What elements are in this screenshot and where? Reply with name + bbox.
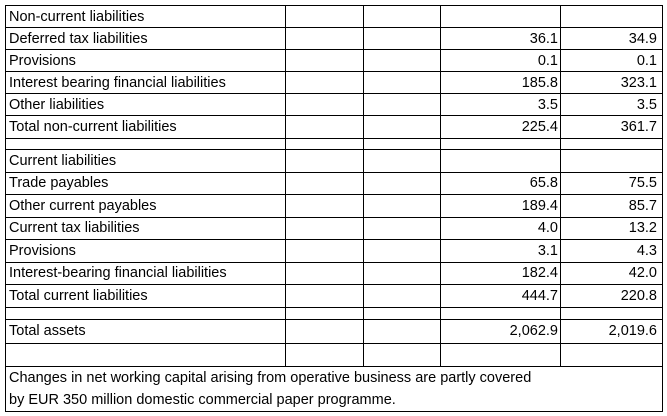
row-label: Trade payables xyxy=(9,175,109,191)
footnote-line-2: by EUR 350 million domestic commercial paper programme. xyxy=(9,392,396,408)
row-value-prior-year: 361.7 xyxy=(620,119,657,135)
row-value-prior-year: 42.0 xyxy=(628,265,657,281)
row-label-total: Total non-current liabilities xyxy=(9,119,177,135)
row-label: Current tax liabilities xyxy=(9,220,140,236)
row-value-current-year: 185.8 xyxy=(521,75,558,91)
row-value-current-year: 444.7 xyxy=(521,288,558,304)
row-value-prior-year: 75.5 xyxy=(628,175,657,191)
row-value-prior-year: 4.3 xyxy=(636,243,657,259)
row-value-prior-year: 220.8 xyxy=(620,288,657,304)
row-value-current-year: 3.5 xyxy=(537,97,558,113)
row-value-current-year: 0.1 xyxy=(537,53,558,69)
row-value-prior-year: 3.5 xyxy=(636,97,657,113)
row-label-total: Total current liabilities xyxy=(9,288,148,304)
row-label-total-assets: Total assets xyxy=(9,323,86,339)
row-label: Deferred tax liabilities xyxy=(9,31,148,47)
row-label: Provisions xyxy=(9,53,76,69)
row-label: Interest bearing financial liabilities xyxy=(9,75,226,91)
row-value-prior-year: 323.1 xyxy=(620,75,657,91)
row-value-prior-year: 2,019.6 xyxy=(608,323,657,339)
row-value-current-year: 182.4 xyxy=(521,265,558,281)
row-value-current-year: 65.8 xyxy=(529,175,558,191)
footnote-line-1: Changes in net working capital arising from operative business are partly covered xyxy=(9,370,532,386)
row-label: Other liabilities xyxy=(9,97,105,113)
row-label: Interest-bearing financial liabilities xyxy=(9,265,227,281)
row-value-current-year: 3.1 xyxy=(537,243,558,259)
row-label: Other current payables xyxy=(9,198,157,214)
row-value-current-year: 4.0 xyxy=(537,220,558,236)
row-label: Provisions xyxy=(9,243,76,259)
section-heading-non-current: Non-current liabilities xyxy=(9,9,145,25)
row-value-current-year: 225.4 xyxy=(521,119,558,135)
row-value-current-year: 2,062.9 xyxy=(509,323,558,339)
liabilities-table xyxy=(5,5,663,412)
row-value-prior-year: 34.9 xyxy=(628,31,657,47)
row-value-prior-year: 85.7 xyxy=(628,198,657,214)
row-value-prior-year: 13.2 xyxy=(628,220,657,236)
section-heading-current: Current liabilities xyxy=(9,153,117,169)
row-value-current-year: 36.1 xyxy=(529,31,558,47)
row-value-prior-year: 0.1 xyxy=(636,53,657,69)
row-value-current-year: 189.4 xyxy=(521,198,558,214)
